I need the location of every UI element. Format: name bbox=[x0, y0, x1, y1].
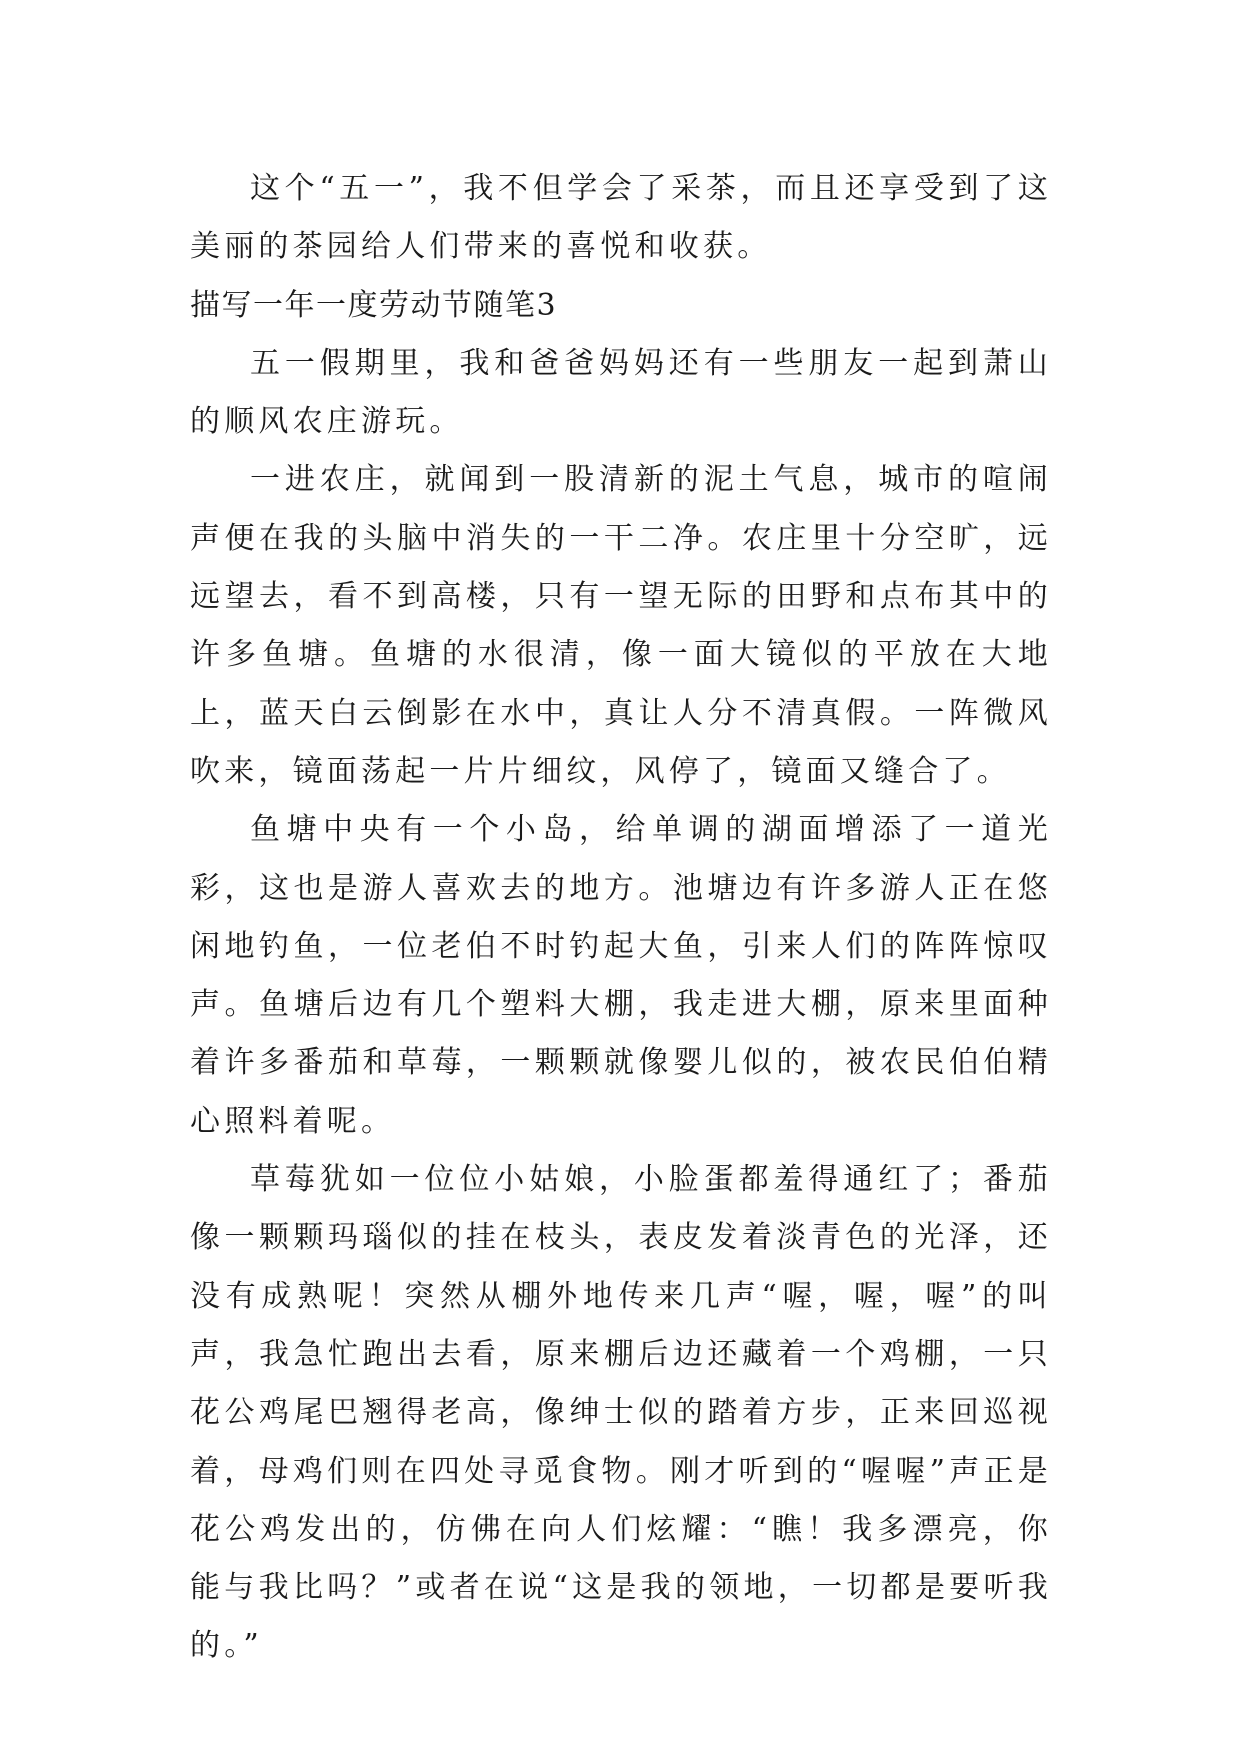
document-page bbox=[190, 160, 1052, 1676]
paragraph-tea-garden-conclusion: 这个“五一”，我不但学会了采茶，而且还享受到了这美丽的茶园给人们带来的喜悦和收获。 bbox=[190, 171, 1052, 265]
section-heading: 描写一年一度劳动节随笔3 bbox=[190, 287, 558, 323]
paragraph-strawberries-rooster: 草莓犹如一位位小姑娘，小脸蛋都羞得通红了；番茄像一颗颗玛瑙似的挂在枝头，表皮发着淡青色的光泽，还没有成熟呢！突然从棚外地传来几声“喔，喔，喔”的叫声，我急忙跑出去看，原来棚后边还藏着一个鸡棚，一只花公鸡尾巴翘得老高，像绅士似的踏着方步，正来回巡视着，母鸡们则在四处寻觅食物。刚才听到的“喔喔”声正是花公鸡发出的，仿佛在向人们炫耀：“瞧！我多漂亮，你能与我比吗？”或者在说“这是我的领地，一切都是要听我的。” bbox=[190, 1162, 1052, 1664]
paragraph-fish-pond: 鱼塘中央有一个小岛，给单调的湖面增添了一道光彩，这也是游人喜欢去的地方。池塘边有许多游人正在悠闲地钓鱼，一位老伯不时钓起大鱼，引来人们的阵阵惊叹声。鱼塘后边有几个塑料大棚，我走进大棚，原来里面种着许多番茄和草莓，一颗颗就像婴儿似的，被农民伯伯精心照料着呢。 bbox=[190, 812, 1052, 1139]
paragraph-trip-intro: 五一假期里，我和爸爸妈妈还有一些朋友一起到萧山的顺风农庄游玩。 bbox=[190, 345, 1052, 440]
paragraph-farm-scenery: 一进农庄，就闻到一股清新的泥土气息，城市的喧闹声便在我的头脑中消失的一干二净。农庄里十分空旷，远远望去，看不到高楼，只有一望无际的田野和点布其中的许多鱼塘。鱼塘的水很清，像一面大镜似的平放在大地上，蓝天白云倒影在水中，真让人分不清真假。一阵微风吹来，镜面荡起一片片细纹，风停了，镜面又缝合了。 bbox=[190, 462, 1052, 789]
